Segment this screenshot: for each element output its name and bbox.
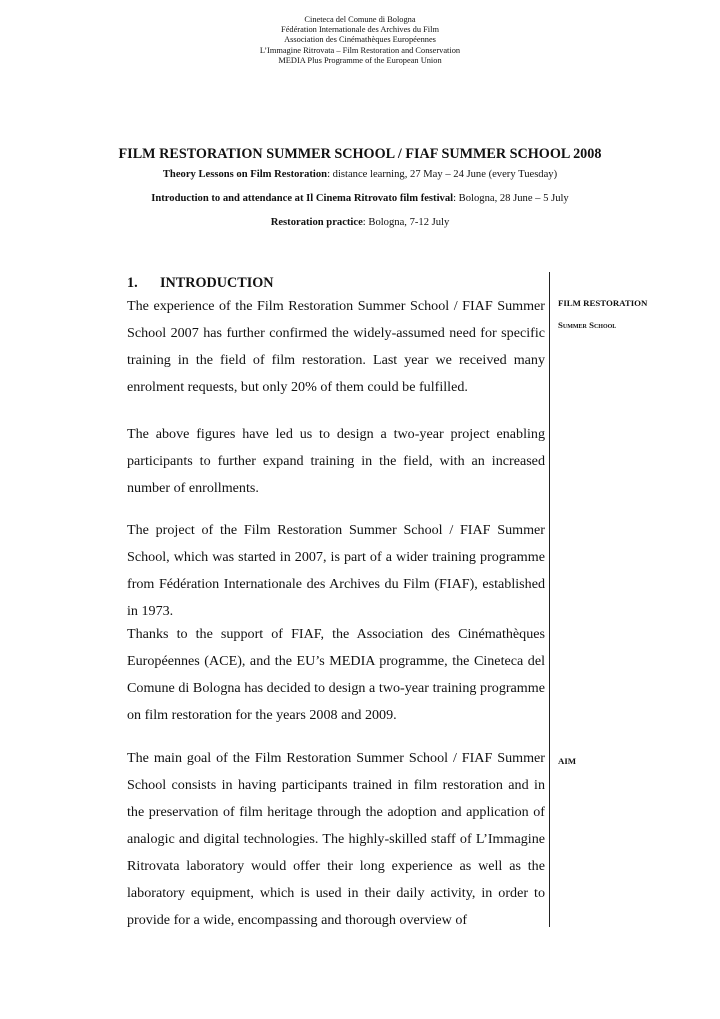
section-title: INTRODUCTION: [160, 275, 274, 291]
margin-note-line: FILM RESTORATION: [558, 298, 648, 308]
letterhead: [0, 15, 720, 66]
letterhead-line: MEDIA Plus Programme of the European Union: [278, 55, 442, 65]
section-number: 1.: [127, 275, 138, 291]
margin-note-film-restoration: [558, 292, 647, 336]
schedule-line-theory: [0, 169, 720, 180]
margin-note-aim: [558, 750, 576, 772]
paragraph: The main goal of the Film Restoration Summer School / FIAF Summer School consists in having participants trained in film restoration and in the preservation of film heritage through the adoption and application of analogic and digital technologies. The highly-skilled staff of L’Immagine Ritrovata laboratory would offer their long experience as well as the laboratory equipment, which is used in their daily activity, in order to provide for a wide, encompassing and thorough overview of: [127, 750, 545, 928]
schedule-detail: : Bologna, 28 June – 5 July: [453, 193, 569, 204]
schedule-line-practice: [0, 217, 720, 228]
paragraph: The above figures have led us to design a two-year project enabling participants to further expand training in the field, with an increased number of enrollments.: [127, 426, 545, 496]
schedule-label: Theory Lessons on Film Restoration: [162, 169, 328, 180]
paragraph: The project of the Film Restoration Summer School / FIAF Summer School, which was started in 2007, is part of a wider training programme from Fédération Internationale des Archives du Film (FIAF), established in 1973.: [127, 522, 545, 619]
schedule-line-festival: [0, 193, 720, 204]
section-heading: [127, 275, 274, 292]
letterhead-line: Association des Cinémathèques Européennes: [284, 35, 436, 45]
letterhead-line: L’Immagine Ritrovata – Film Restoration and Conservation: [259, 45, 461, 55]
paragraph: The experience of the Film Restoration Summer School / FIAF Summer School 2007 has further confirmed the widely-assumed need for specific training in the field of film restoration. Last year we received many enrolment requests, but only 20% of them could be fulfilled.: [127, 298, 545, 395]
margin-note-line: Summer School: [558, 320, 617, 330]
schedule-detail: : Bologna, 7-12 July: [362, 217, 450, 228]
schedule-label: Introduction to and attendance at Il Cinema Ritrovato film festival: [151, 193, 454, 204]
margin-note-line: AIM: [558, 756, 577, 766]
schedule-label: Restoration practice: [270, 217, 363, 228]
schedule-detail: : distance learning, 27 May – 24 June (every Tuesday): [327, 169, 558, 180]
margin-divider: [549, 272, 550, 927]
paragraph: Thanks to the support of FIAF, the Association des Cinémathèques Européennes (ACE), and the EU’s MEDIA programme, the Cineteca del Comune di Bologna has decided to design a two-year training programme on film restoration for the years 2008 and 2009.: [127, 626, 545, 723]
document-title: FILM RESTORATION SUMMER SCHOOL / FIAF SUMMER SCHOOL 2008: [118, 146, 602, 162]
letterhead-line: Fédération Internationale des Archives du Film: [281, 25, 439, 35]
letterhead-line: Cineteca del Comune di Bologna: [304, 15, 416, 24]
